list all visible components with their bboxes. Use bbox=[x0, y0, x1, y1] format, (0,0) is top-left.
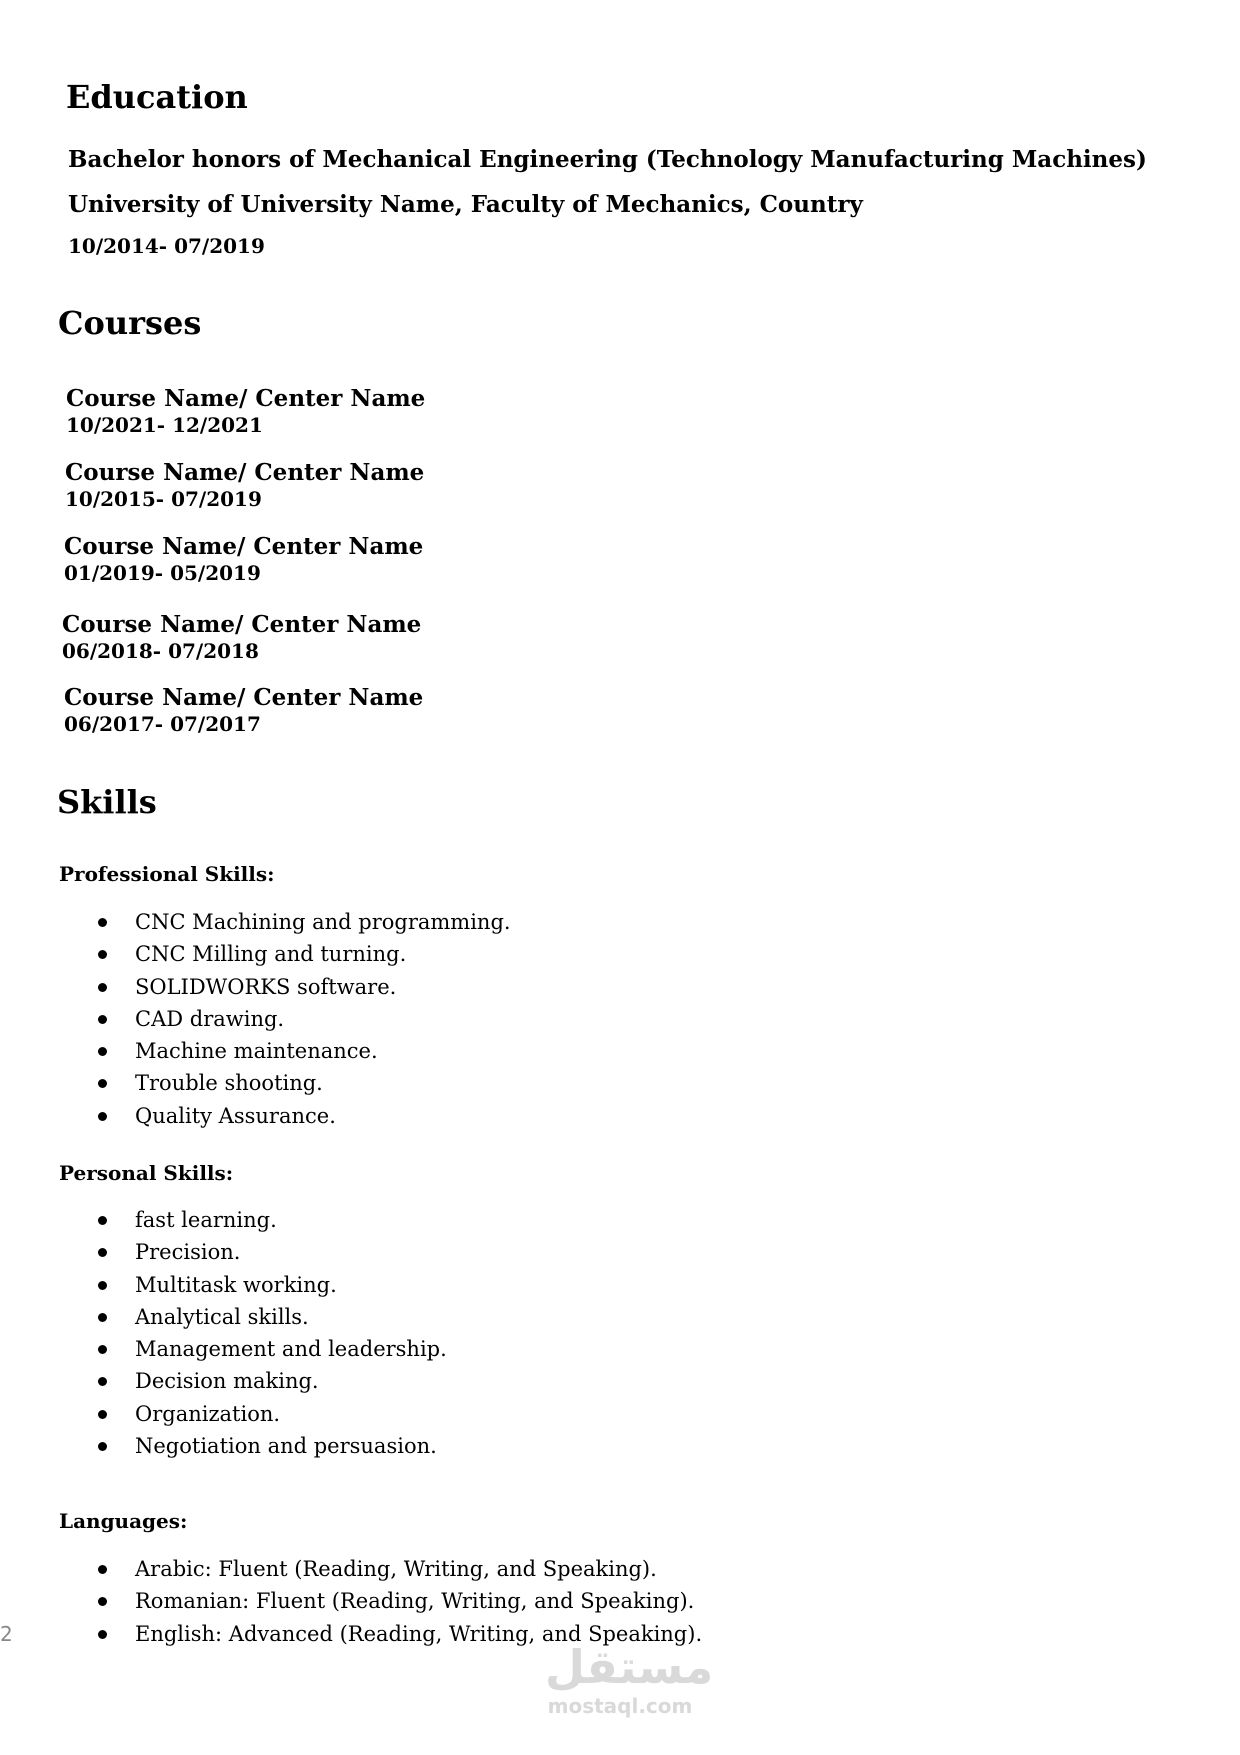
skill-text: SOLIDWORKS software. bbox=[135, 974, 397, 999]
list-item bbox=[59, 1204, 447, 1236]
list-item bbox=[59, 1365, 447, 1397]
professional-skills-heading: Professional Skills: bbox=[59, 862, 275, 886]
course-dates: 10/2015- 07/2019 bbox=[65, 487, 262, 511]
list-item bbox=[59, 1585, 702, 1617]
bullet-icon bbox=[98, 1079, 107, 1088]
list-item bbox=[59, 1269, 447, 1301]
list-item bbox=[59, 1301, 447, 1333]
watermark-url: mostaql.com bbox=[547, 1694, 693, 1718]
skill-text: Precision. bbox=[135, 1240, 241, 1265]
course-name: Course Name/ Center Name bbox=[65, 459, 425, 486]
skill-text: Multitask working. bbox=[135, 1272, 337, 1297]
language-text: Arabic: Fluent (Reading, Writing, and Speaking). bbox=[135, 1557, 657, 1581]
skill-text: Negotiation and persuasion. bbox=[135, 1434, 437, 1459]
education-university: University of University Name, Faculty of Mechanics, Country bbox=[68, 191, 863, 218]
list-item bbox=[59, 1398, 447, 1430]
course-item bbox=[64, 534, 423, 586]
personal-skills-heading: Personal Skills: bbox=[59, 1161, 234, 1185]
course-item bbox=[65, 460, 424, 512]
list-item bbox=[59, 1067, 511, 1099]
course-item bbox=[64, 685, 423, 737]
personal-skills-list bbox=[59, 1204, 447, 1462]
bullet-icon bbox=[98, 1442, 107, 1451]
skill-text: Organization. bbox=[135, 1401, 281, 1426]
skill-text: CNC Milling and turning. bbox=[135, 942, 407, 967]
list-item bbox=[59, 1035, 511, 1067]
course-name: Course Name/ Center Name bbox=[66, 385, 426, 412]
skills-title: Skills bbox=[57, 783, 157, 821]
skill-text: CAD drawing. bbox=[135, 1006, 285, 1031]
skill-text: Trouble shooting. bbox=[135, 1071, 323, 1096]
skill-text: Quality Assurance. bbox=[135, 1103, 336, 1128]
bullet-icon bbox=[98, 1281, 107, 1290]
bullet-icon bbox=[98, 1248, 107, 1257]
skill-text: Decision making. bbox=[135, 1369, 319, 1394]
bullet-icon bbox=[98, 1216, 107, 1225]
watermark bbox=[545, 1640, 714, 1718]
course-dates: 01/2019- 05/2019 bbox=[64, 561, 261, 585]
education-degree: Bachelor honors of Mechanical Engineering (Technology Manufacturing Machines) bbox=[68, 146, 1147, 173]
course-name: Course Name/ Center Name bbox=[64, 684, 424, 711]
course-dates: 10/2021- 12/2021 bbox=[66, 413, 263, 437]
list-item bbox=[59, 906, 511, 938]
language-text: English: Advanced (Reading, Writing, and Speaking). bbox=[135, 1621, 703, 1646]
course-item bbox=[62, 612, 421, 664]
languages-heading: Languages: bbox=[59, 1509, 188, 1533]
language-text: Romanian: Fluent (Reading, Writing, and Speaking). bbox=[135, 1589, 695, 1614]
course-name: Course Name/ Center Name bbox=[64, 533, 424, 560]
bullet-icon bbox=[98, 1565, 107, 1574]
education-dates: 10/2014- 07/2019 bbox=[68, 234, 265, 258]
list-item bbox=[59, 971, 511, 1003]
bullet-icon bbox=[98, 950, 107, 959]
professional-skills-list bbox=[59, 906, 511, 1132]
skill-text: Machine maintenance. bbox=[135, 1039, 378, 1064]
list-item bbox=[59, 1100, 511, 1132]
bullet-icon bbox=[98, 1410, 107, 1419]
bullet-icon bbox=[98, 1015, 107, 1024]
education-title: Education bbox=[66, 78, 248, 116]
list-item bbox=[59, 1236, 447, 1268]
skill-text: Analytical skills. bbox=[135, 1304, 309, 1329]
courses-title: Courses bbox=[58, 304, 202, 342]
bullet-icon bbox=[98, 983, 107, 992]
list-item bbox=[59, 1333, 447, 1365]
list-item bbox=[59, 1553, 702, 1585]
list-item bbox=[59, 938, 511, 970]
bullet-icon bbox=[98, 1597, 107, 1606]
page-number: 2 bbox=[0, 1622, 13, 1646]
bullet-icon bbox=[98, 918, 107, 927]
bullet-icon bbox=[98, 1112, 107, 1121]
bullet-icon bbox=[98, 1377, 107, 1386]
list-item bbox=[59, 1430, 447, 1462]
watermark-logo: مستقل bbox=[545, 1640, 714, 1694]
bullet-icon bbox=[98, 1345, 107, 1354]
list-item bbox=[59, 1003, 511, 1035]
skill-text: fast learning. bbox=[135, 1208, 277, 1232]
course-name: Course Name/ Center Name bbox=[62, 611, 422, 638]
course-item bbox=[66, 386, 425, 438]
bullet-icon bbox=[98, 1047, 107, 1056]
course-dates: 06/2018- 07/2018 bbox=[62, 639, 259, 663]
skill-text: CNC Machining and programming. bbox=[135, 910, 511, 934]
skill-text: Management and leadership. bbox=[135, 1337, 447, 1362]
course-dates: 06/2017- 07/2017 bbox=[64, 712, 261, 736]
languages-list bbox=[59, 1553, 702, 1650]
bullet-icon bbox=[98, 1630, 107, 1639]
bullet-icon bbox=[98, 1313, 107, 1322]
